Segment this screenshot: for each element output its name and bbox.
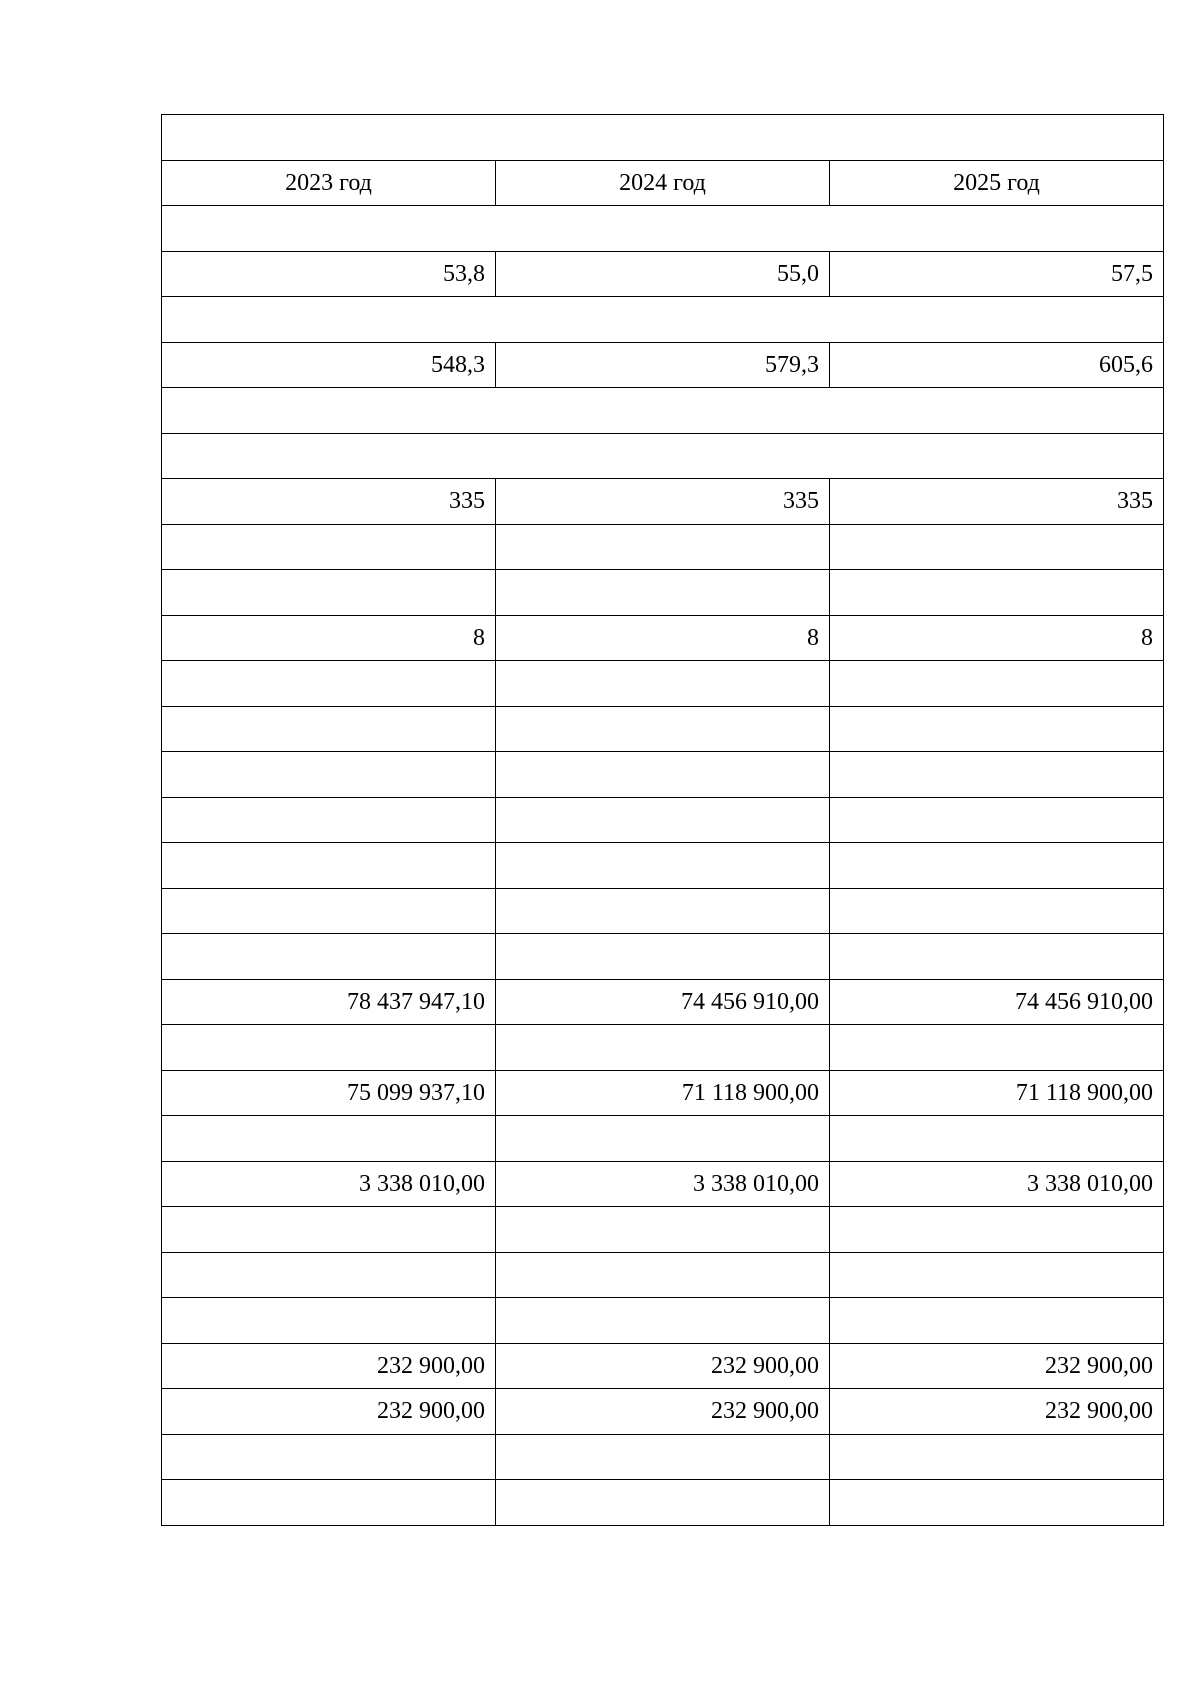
table-row <box>162 934 1164 980</box>
table-cell: 55,0 <box>496 251 830 297</box>
table-cell <box>496 1207 830 1253</box>
section-row <box>162 297 1164 343</box>
section-row <box>162 388 1164 434</box>
table-cell: 232 900,00 <box>830 1389 1164 1435</box>
table-row <box>162 752 1164 798</box>
table-row <box>162 479 1164 525</box>
table-cell <box>162 797 496 843</box>
table-cell <box>496 752 830 798</box>
table-cell: 232 900,00 <box>162 1389 496 1435</box>
table-cell: 53,8 <box>162 251 496 297</box>
table-cell <box>830 1480 1164 1526</box>
table-cell <box>496 661 830 707</box>
table-cell <box>162 1434 496 1480</box>
table-cell <box>496 1298 830 1344</box>
table-cell: 335 <box>830 479 1164 525</box>
section-cell <box>162 206 1164 252</box>
table-row <box>162 661 1164 707</box>
table-row <box>162 1025 1164 1071</box>
table-cell <box>830 797 1164 843</box>
table-cell <box>162 1116 496 1162</box>
table-cell: 3 338 010,00 <box>830 1161 1164 1207</box>
table-cell <box>830 843 1164 889</box>
table-cell <box>830 524 1164 570</box>
table-row <box>162 797 1164 843</box>
table-cell <box>162 843 496 889</box>
table-cell: 74 456 910,00 <box>830 979 1164 1025</box>
section-row <box>162 206 1164 252</box>
table-row <box>162 524 1164 570</box>
table-row <box>162 843 1164 889</box>
table-cell <box>162 1207 496 1253</box>
table-cell <box>496 706 830 752</box>
column-header: 2024 год <box>496 160 830 206</box>
table-cell: 3 338 010,00 <box>496 1161 830 1207</box>
table-cell <box>162 570 496 616</box>
table-body <box>162 115 1164 1526</box>
column-header: 2025 год <box>830 160 1164 206</box>
table-cell: 335 <box>496 479 830 525</box>
table-cell <box>496 524 830 570</box>
table-row <box>162 1389 1164 1435</box>
table-cell <box>162 661 496 707</box>
table-cell <box>496 1025 830 1071</box>
table-row <box>162 1434 1164 1480</box>
table-row <box>162 1343 1164 1389</box>
section-cell <box>162 433 1164 479</box>
table-cell: 8 <box>830 615 1164 661</box>
section-row <box>162 433 1164 479</box>
table-row <box>162 251 1164 297</box>
column-header: 2023 год <box>162 160 496 206</box>
table-cell <box>496 1434 830 1480</box>
table-row <box>162 1116 1164 1162</box>
table-row <box>162 979 1164 1025</box>
table-cell <box>162 706 496 752</box>
table-cell: 579,3 <box>496 342 830 388</box>
table-cell <box>496 934 830 980</box>
table-cell: 232 900,00 <box>830 1343 1164 1389</box>
table-cell <box>496 1480 830 1526</box>
table-cell <box>162 888 496 934</box>
table-cell: 8 <box>496 615 830 661</box>
table-cell <box>162 1025 496 1071</box>
table-cell: 232 900,00 <box>162 1343 496 1389</box>
table-cell: 335 <box>162 479 496 525</box>
section-cell <box>162 297 1164 343</box>
table-cell <box>496 843 830 889</box>
table-cell: 75 099 937,10 <box>162 1070 496 1116</box>
table-row <box>162 706 1164 752</box>
table-cell: 3 338 010,00 <box>162 1161 496 1207</box>
table-cell: 232 900,00 <box>496 1343 830 1389</box>
table-cell <box>162 524 496 570</box>
table-cell <box>496 570 830 616</box>
table-row <box>162 570 1164 616</box>
header-row <box>162 160 1164 206</box>
table-cell <box>830 1298 1164 1344</box>
table-cell <box>830 1434 1164 1480</box>
table-cell <box>162 934 496 980</box>
table-cell: 8 <box>162 615 496 661</box>
section-row <box>162 115 1164 161</box>
table-cell <box>496 1116 830 1162</box>
budget-table <box>161 114 1164 1526</box>
table-cell: 57,5 <box>830 251 1164 297</box>
table-cell: 71 118 900,00 <box>496 1070 830 1116</box>
section-cell <box>162 388 1164 434</box>
table-cell <box>496 888 830 934</box>
table-cell <box>162 752 496 798</box>
table-cell <box>830 1207 1164 1253</box>
table-row <box>162 615 1164 661</box>
section-cell <box>162 115 1164 161</box>
table-row <box>162 1298 1164 1344</box>
table-cell <box>830 570 1164 616</box>
table-cell <box>830 1025 1164 1071</box>
table-row <box>162 1252 1164 1298</box>
table-cell <box>830 752 1164 798</box>
table-cell <box>830 934 1164 980</box>
table-cell: 232 900,00 <box>496 1389 830 1435</box>
table-cell <box>830 706 1164 752</box>
table-row <box>162 1070 1164 1116</box>
table-row <box>162 1161 1164 1207</box>
table-cell <box>830 661 1164 707</box>
table-cell <box>162 1480 496 1526</box>
table-cell: 78 437 947,10 <box>162 979 496 1025</box>
table-cell <box>830 1116 1164 1162</box>
table-cell: 74 456 910,00 <box>496 979 830 1025</box>
table-row <box>162 1480 1164 1526</box>
table-cell: 548,3 <box>162 342 496 388</box>
table-cell <box>830 888 1164 934</box>
table-row <box>162 1207 1164 1253</box>
table-cell <box>496 1252 830 1298</box>
table-cell: 71 118 900,00 <box>830 1070 1164 1116</box>
table-row <box>162 342 1164 388</box>
table-cell: 605,6 <box>830 342 1164 388</box>
table-cell <box>830 1252 1164 1298</box>
table-cell <box>162 1298 496 1344</box>
table-row <box>162 888 1164 934</box>
table-cell <box>496 797 830 843</box>
table-cell <box>162 1252 496 1298</box>
